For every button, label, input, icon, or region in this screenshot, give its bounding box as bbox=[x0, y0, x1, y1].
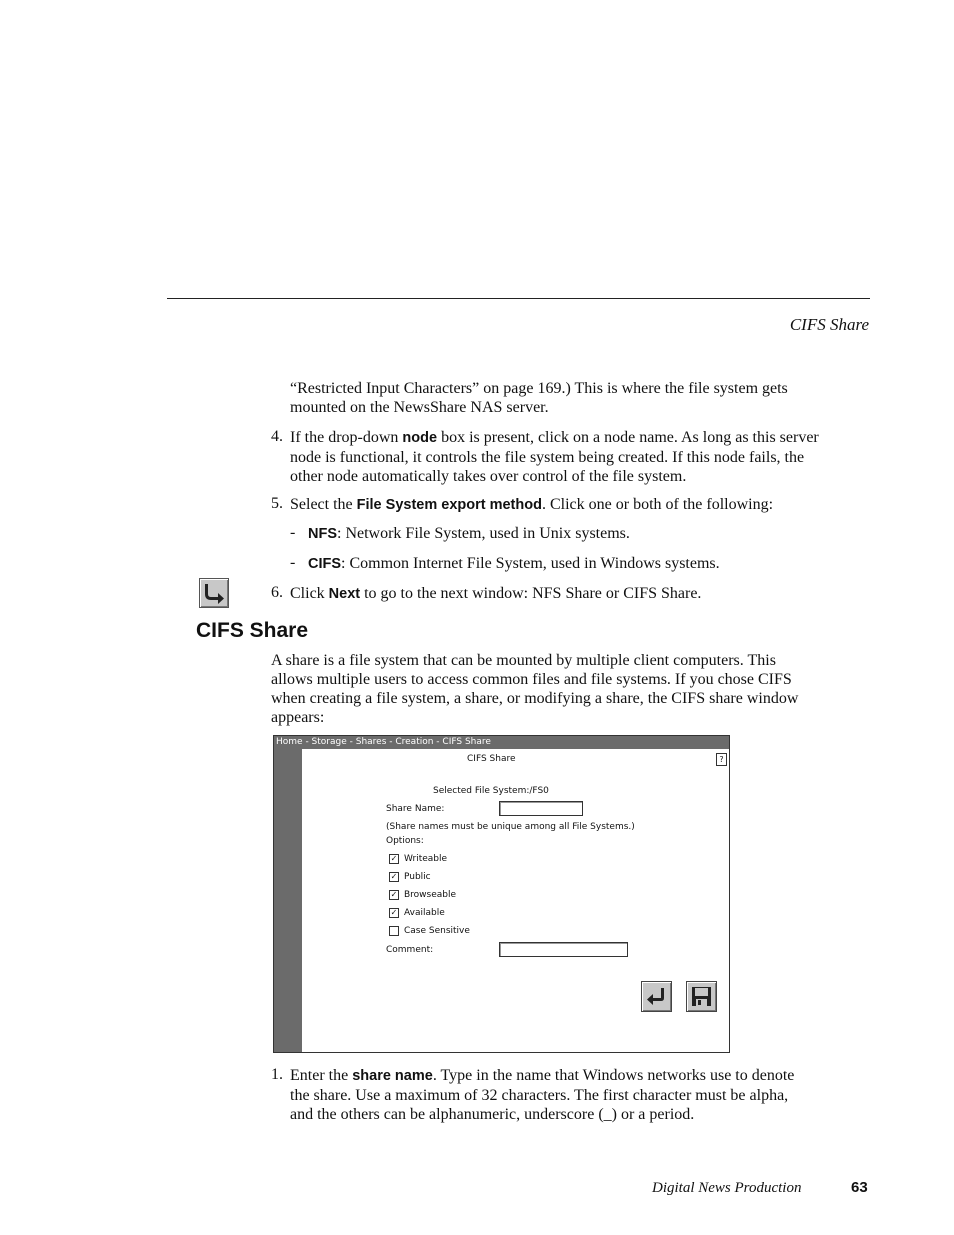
save-button[interactable] bbox=[686, 981, 717, 1012]
option-label: Available bbox=[404, 908, 445, 918]
footer-title: Digital News Production bbox=[652, 1180, 802, 1196]
intro-continuation: “Restricted Input Characters” on page 169.) This is where the file system gets mounted on the NewsShare NAS server. bbox=[290, 380, 788, 416]
back-arrow-icon bbox=[642, 982, 671, 1011]
uniqueness-note: (Share names must be unique among all File Systems.) bbox=[386, 822, 635, 832]
selected-file-system: Selected File System:/FS0 bbox=[433, 786, 549, 796]
step-text: Click Next to go to the next window: NFS Share or CIFS Share. bbox=[290, 585, 702, 602]
bullet-dash: - bbox=[290, 554, 296, 571]
step-text: Select the File System export method. Click one or both of the following: bbox=[290, 496, 774, 513]
back-button[interactable] bbox=[641, 981, 672, 1012]
bullet-text: CIFS: Common Internet File System, used in Windows systems. bbox=[308, 555, 720, 572]
writeable-checkbox[interactable]: ✓ bbox=[390, 854, 398, 863]
option-label: Public bbox=[404, 872, 431, 882]
running-head: CIFS Share bbox=[789, 315, 869, 334]
page-number: 63 bbox=[851, 1179, 868, 1196]
step-number: 1. bbox=[271, 1066, 283, 1083]
share-name-label: Share Name: bbox=[386, 804, 445, 814]
step-number: 4. bbox=[271, 428, 283, 445]
window-title: CIFS Share bbox=[467, 754, 516, 764]
options-label: Options: bbox=[386, 836, 424, 846]
header-rule bbox=[167, 298, 870, 299]
browseable-checkbox[interactable]: ✓ bbox=[390, 890, 398, 899]
step-number: 5. bbox=[271, 495, 283, 512]
step-number: 6. bbox=[271, 584, 283, 601]
side-panel bbox=[274, 749, 302, 1052]
breadcrumb[interactable]: Home - Storage - Shares - Creation - CIFS Share bbox=[274, 736, 729, 749]
available-checkbox[interactable]: ✓ bbox=[390, 908, 398, 917]
option-label: Browseable bbox=[404, 890, 457, 900]
next-arrow-icon bbox=[199, 578, 229, 608]
option-label: Writeable bbox=[404, 854, 448, 864]
public-checkbox[interactable]: ✓ bbox=[390, 872, 398, 881]
step-text: If the drop-down node box is present, click on a node name. As long as this server node is functional, it controls the file system being created. If this node fails, the other node automatically takes over control of the file system. bbox=[290, 429, 819, 485]
section-body: A share is a file system that can be mounted by multiple client computers. This allows multiple users to access common files and file systems. If you chose CIFS when creating a file system, a share, or modifying a share, the CIFS share window appears: bbox=[271, 652, 799, 726]
comment-input[interactable] bbox=[499, 942, 628, 957]
section-heading: CIFS Share bbox=[196, 619, 309, 642]
bullet-dash: - bbox=[290, 524, 296, 541]
option-label: Case Sensitive bbox=[404, 926, 470, 936]
help-icon[interactable]: ? bbox=[716, 753, 727, 766]
floppy-disk-icon bbox=[687, 982, 716, 1011]
case-sensitive-checkbox[interactable] bbox=[389, 926, 399, 936]
bullet-text: NFS: Network File System, used in Unix systems. bbox=[308, 525, 630, 542]
share-name-input[interactable] bbox=[499, 801, 583, 816]
comment-label: Comment: bbox=[386, 945, 434, 955]
step-text: Enter the share name. Type in the name that Windows networks use to denote the share. Use a maximum of 32 characters. The first character must be alpha, and the others can be alphanumeric, underscore (_) or a period. bbox=[290, 1067, 795, 1123]
cifs-share-window bbox=[273, 735, 730, 1053]
